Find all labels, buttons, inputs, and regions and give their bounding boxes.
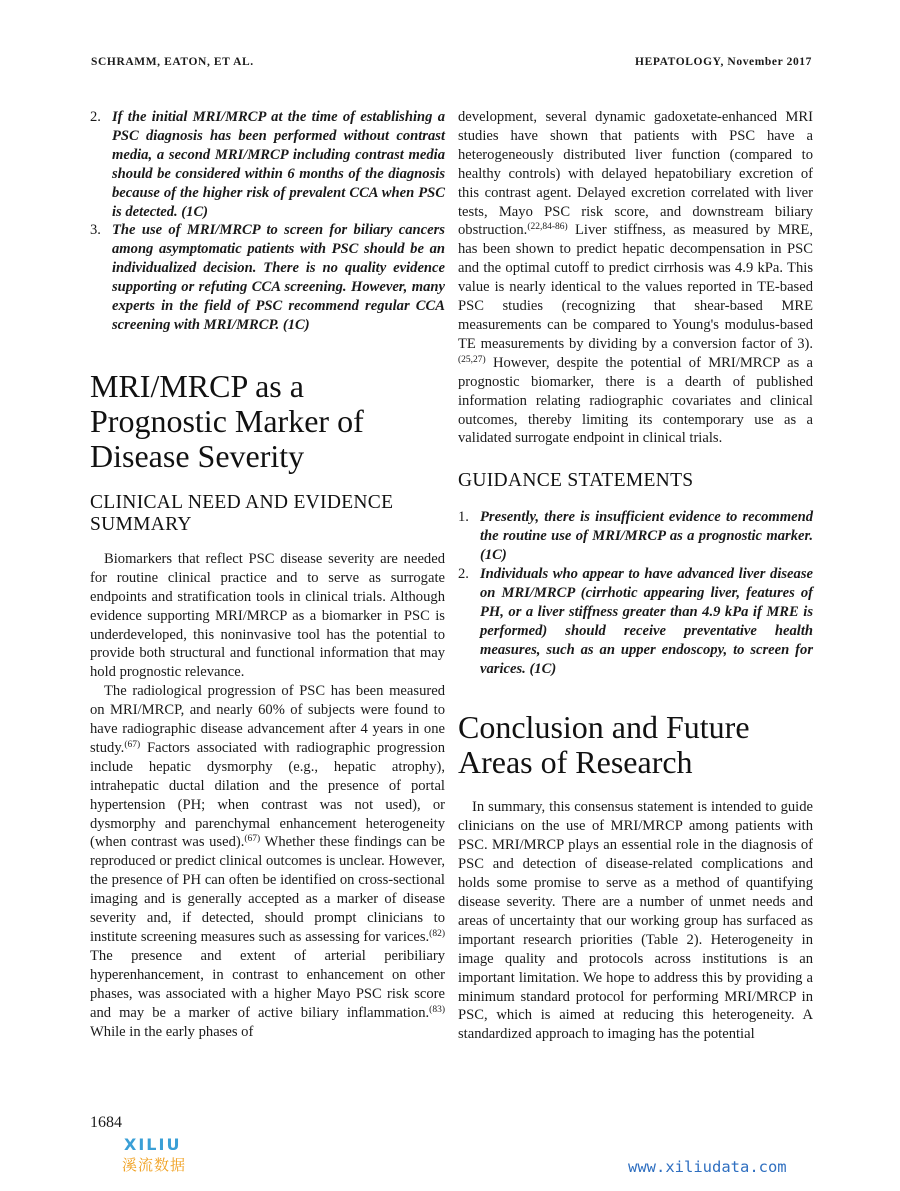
header-authors: SCHRAMM, EATON, ET AL. [91, 56, 254, 68]
subsection-title-clinical-need: CLINICAL NEED AND EVIDENCE SUMMARY [90, 491, 394, 535]
statement-number: 1. [458, 509, 469, 526]
screening-statements [90, 108, 445, 335]
section-title-conclusion: Conclusion and Future Areas of Research [458, 709, 750, 781]
paragraph-biomarkers: Biomarkers that reflect PSC disease severity are needed for routine clinical practice and to serve as surrogate endpoints and stratification tools in clinical trials. Although evidence supporting MRI/MRCP as a biomarker in PSC is underdeveloped, this noninvasive tool has the potential to provide both structural and functional information that may hold prognostic relevance. [90, 550, 445, 681]
text-run: Liver stiffness, as measured by MRE, has been shown to predict hepatic decompensation in PSC and the optimal cutoff to predict cirrhosis was 4.9 kPa. This value is nearly identical to the values reported in TE-based PSC studies (recognizing that shear-based MRE measurements can be compared to Young's modulus-based TE measurements by dividing by a conversion factor of 3). [458, 222, 813, 352]
guidance-statements [458, 508, 813, 678]
page-number: 1684 [90, 1114, 122, 1131]
running-header [91, 56, 812, 68]
text-run: Whether these findings can be reproduced or predict clinical outcomes is unclear. However, the presence of PH can often be identified on cross-sectional imaging and is generally accepted as a marker of disease severity and, if detected, should prompt clinicians to institute screening measures such as assessing for varices. [90, 834, 445, 945]
xiliu-logo [118, 1134, 202, 1176]
statement-item [458, 508, 813, 565]
text-run: Factors associated with radiographic progression include hepatic dysmorphy (e.g., hepatic atrophy), intrahepatic ductal dilation and the presence of portal hypertension (PH; when contrast was not used), or dysmorphy and parenchymal enhancement heterogeneity (when contrast was used). [90, 739, 445, 851]
paragraph-conclusion: In summary, this consensus statement is intended to guide clinicians on the use of MRI/MRCP among patients with PSC. MRI/MRCP plays an essential role in the diagnosis of PSC and detection of disease-related complications and holds some promise to serve as a method of quantifying disease severity. There are a number of unmet needs and areas of uncertainty that our working group has surfaced as important research priorities (Table 2). Heterogeneity in image quality and protocols across institutions is an important limitation. We hope to address this by providing a minimum standard protocol for performing MRI/MRCP in PSC, which is aimed at reducing this heterogeneity. A standardized approach to imaging has the potential [458, 799, 813, 1043]
text-run: While in the early phases of [90, 1023, 254, 1040]
statement-text: Presently, there is insufficient evidence to recommend the routine use of MRI/MRCP as a prognostic marker. (1C) [480, 509, 813, 564]
statement-number: 2. [458, 566, 469, 583]
statement-item [90, 221, 445, 334]
section-title-prognostic: MRI/MRCP as a Prognostic Marker of Disease Severity [90, 367, 364, 474]
statement-text: If the initial MRI/MRCP at the time of establishing a PSC diagnosis has been performed without contrast media, a second MRI/MRCP including contrast media should be considered within 6 months of the diagnosis because of the higher risk of prevalent CCA when PSC is detected. (1C) [112, 109, 445, 220]
statement-text: The use of MRI/MRCP to screen for biliary cancers among asymptomatic patients with PSC should be an individualized decision. There is no quality evidence supporting or refuting CCA screening. However, many experts in the field of PSC recommend regular CCA screening with MRI/MRCP. (1C) [112, 222, 445, 333]
svg-text:XILIU: XILIU [124, 1135, 182, 1154]
right-column [458, 108, 813, 1044]
text-run: However, despite the potential of MRI/MRCP as a prognostic biomarker, there is a dearth of published information relating radiographic covariates and clinical outcomes, thereby limiting its contemporary use as a validated surrogate endpoint in clinical trials. [458, 354, 813, 447]
subsection-title-guidance: GUIDANCE STATEMENTS [458, 470, 694, 492]
xiliu-logo-icon [118, 1134, 202, 1176]
citation: (25,27) [458, 354, 486, 365]
watermark-url: www.xiliudata.com [628, 1158, 787, 1176]
statement-item [90, 108, 445, 221]
citation: (83) [429, 1004, 445, 1015]
statement-number: 2. [90, 109, 101, 125]
text-run: The radiological progression of PSC has been measured on MRI/MRCP, and nearly 60% of subjects were found to have radiographic disease advancement after 4 years in one study. [90, 683, 445, 756]
header-journal: HEPATOLOGY, November 2017 [635, 56, 812, 68]
paragraph-continued [458, 108, 813, 448]
statement-text: Individuals who appear to have advanced liver disease on MRI/MRCP (cirrhotic appearing liver, features of PH, or a liver stiffness greater than 4.9 kPa if MRE is performed) should receive preventative health measures, such as an upper endoscopy, to screen for varices. (1C) [480, 566, 813, 677]
svg-text:溪流数据: 溪流数据 [122, 1156, 187, 1174]
paragraph-radiological-progression [90, 682, 445, 1041]
citation: (67) [244, 834, 261, 845]
statement-number: 3. [90, 222, 101, 239]
text-run: The presence and extent of arterial peribiliary hyperenhancement, in contrast to enhancement on other phases, was associated with a higher Mayo PSC risk score and may be a marker of active biliary inflammation. [90, 947, 445, 1021]
citation: (67) [124, 739, 141, 750]
statement-item [458, 565, 813, 678]
citation: (82) [429, 929, 445, 939]
left-column [90, 108, 445, 1041]
citation: (22,84-86) [527, 222, 568, 233]
text-run: development, several dynamic gadoxetate-enhanced MRI studies have shown that patients with PSC have a heterogeneously distributed liver function (compared to healthy controls) with delayed hepatobiliary excretion of this contrast agent. Delayed excretion correlated with liver tests, Mayo PSC risk score, and downstream biliary obstruction. [458, 109, 813, 239]
